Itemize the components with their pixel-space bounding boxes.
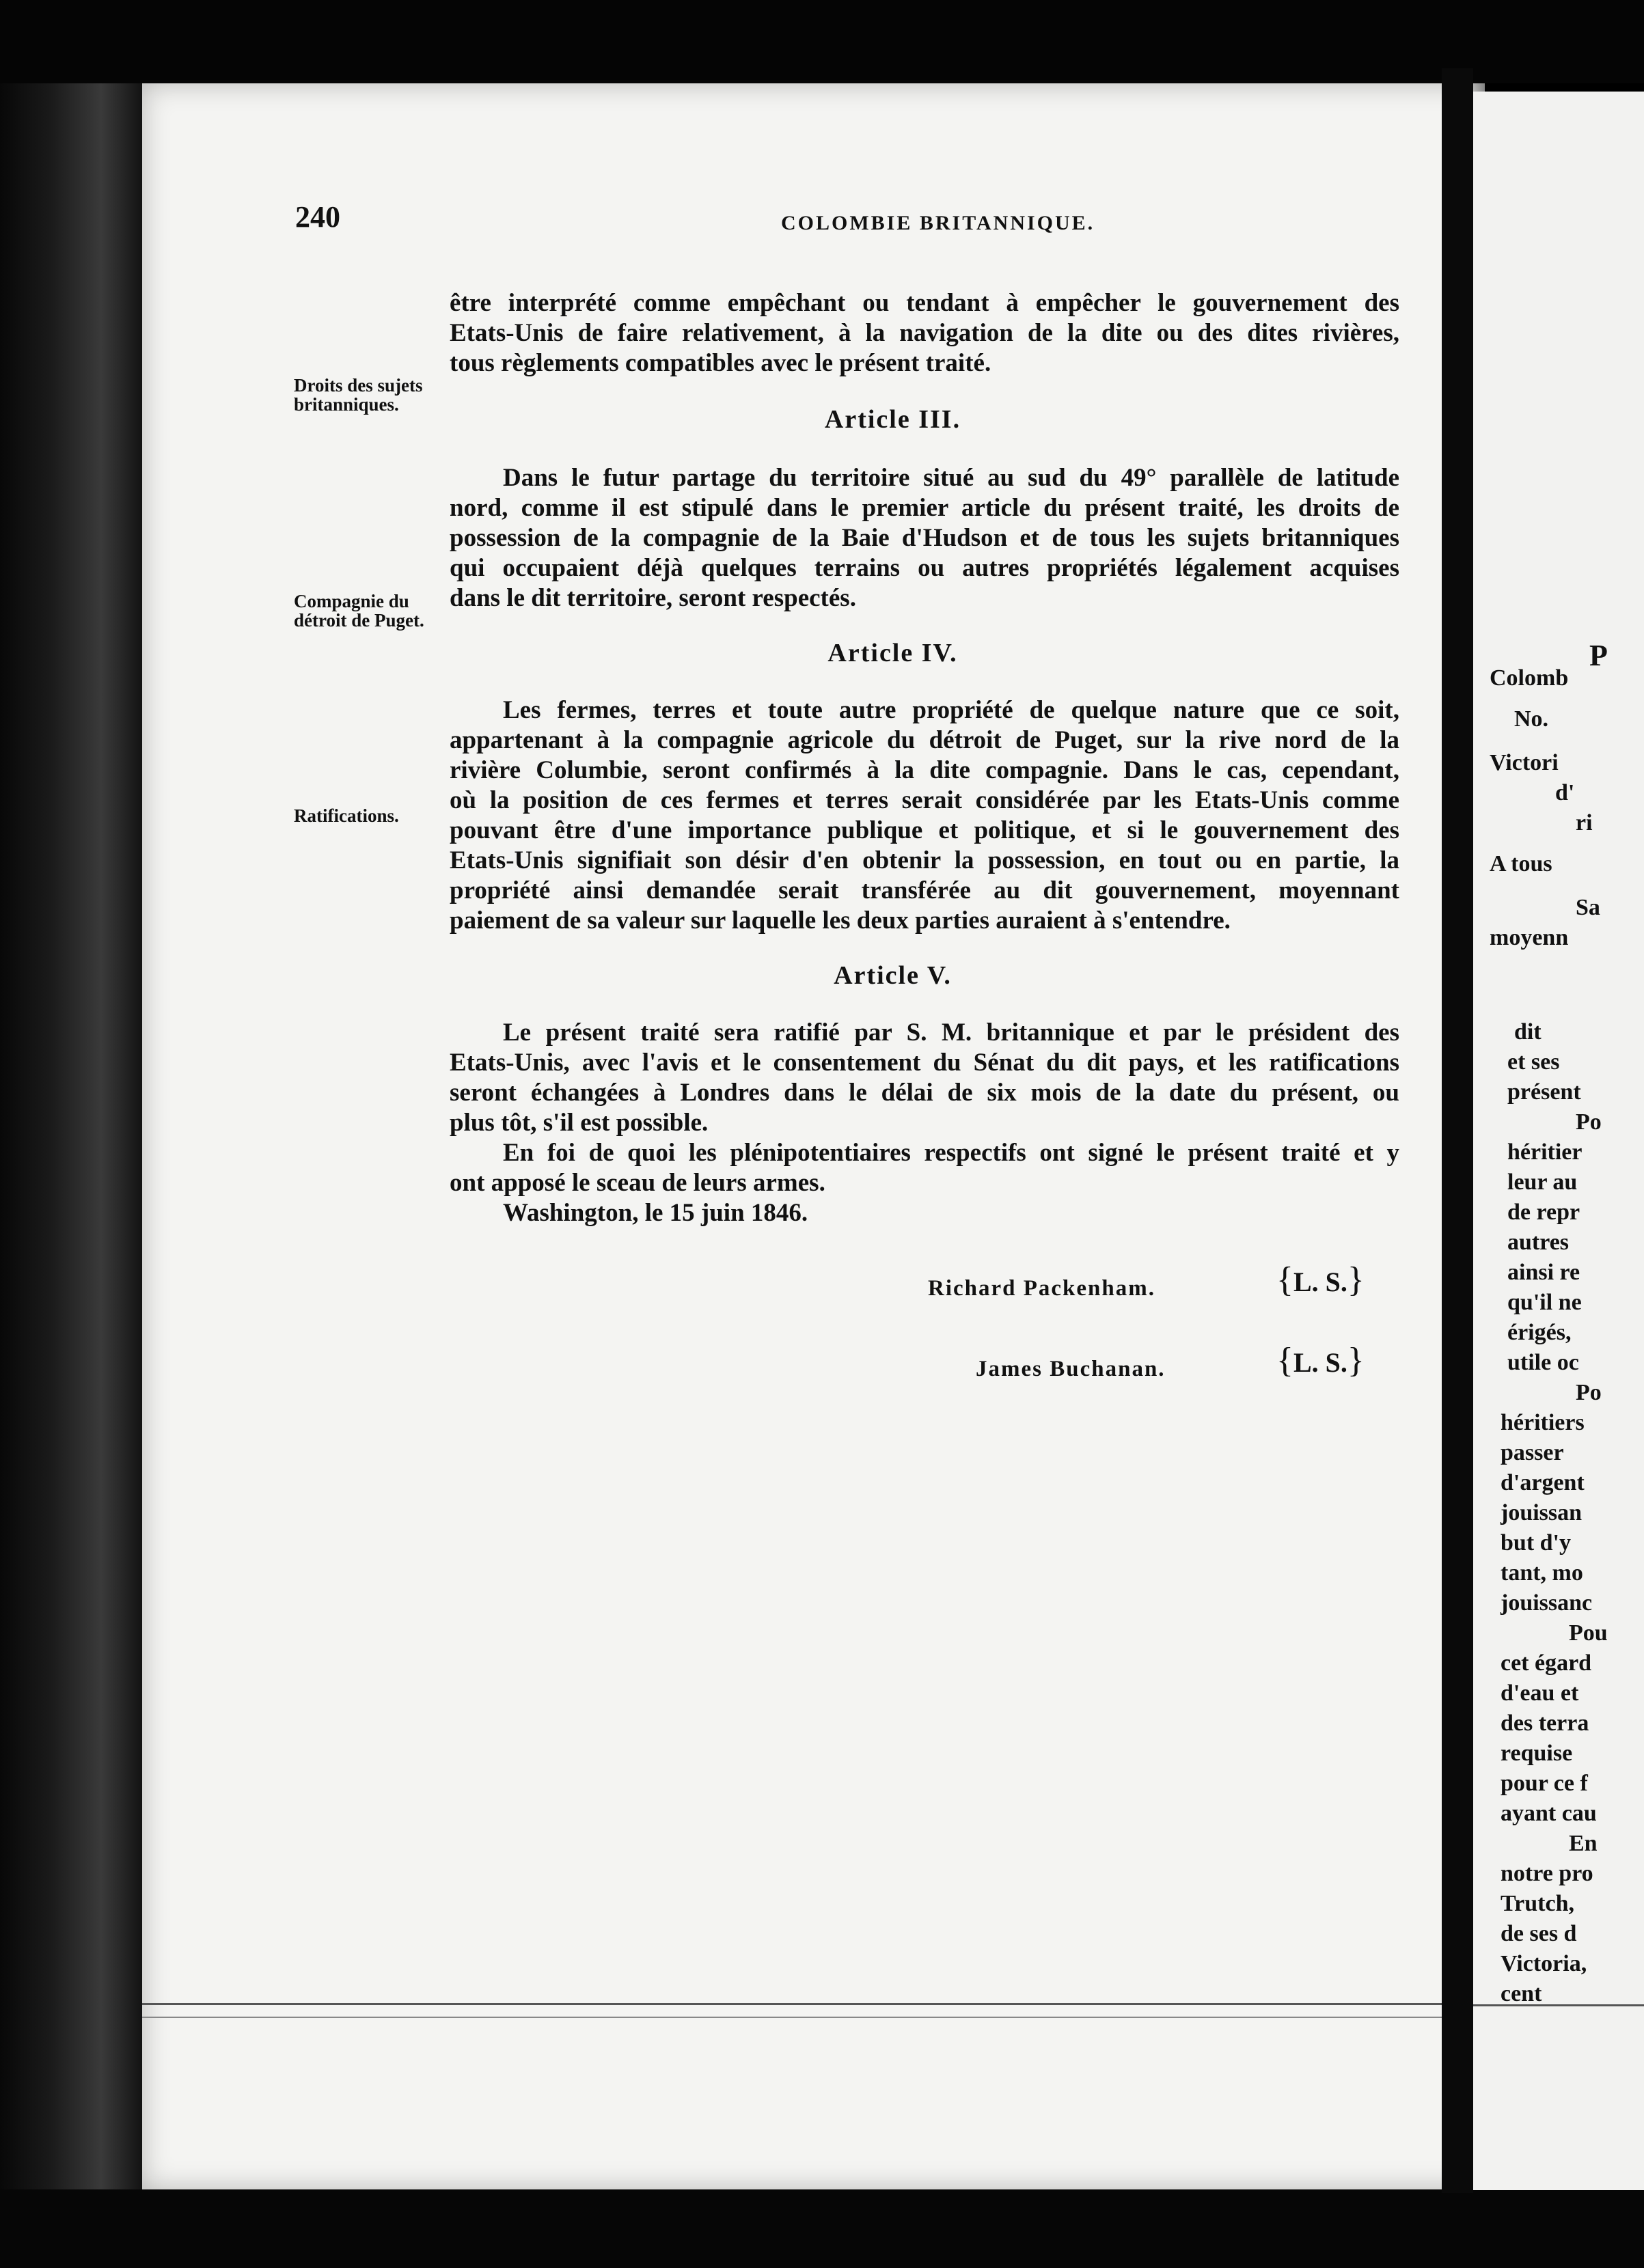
scan-bottom-edge xyxy=(0,2189,1644,2268)
page-bottom-rule-2 xyxy=(142,2017,1468,2018)
article-5-heading: Article V. xyxy=(834,961,952,990)
article-3-line: qui occupaient déjà quelques terrains ou autres propriétés légalement acquises xyxy=(450,554,1399,582)
facing-page-fragment: pour ce f xyxy=(1501,1771,1588,1796)
facing-page-fragment: Colomb xyxy=(1490,665,1569,691)
article-4-line: Etats-Unis signifiait son désir d'en obtenir la possession, en tout ou en partie, la xyxy=(450,846,1399,874)
facing-page-fragment: A tous xyxy=(1490,851,1552,876)
page-bottom-rule xyxy=(142,2003,1468,2005)
article-4-line: pouvant être d'une importance publique et politique, et si le gouvernement des xyxy=(450,816,1399,844)
facing-page-fragment: jouissanc xyxy=(1501,1590,1593,1616)
brace-right-glyph: } xyxy=(1347,1341,1365,1380)
facing-page-fragment: Po xyxy=(1576,1380,1602,1405)
facing-page-fragment: cet égard xyxy=(1501,1650,1592,1676)
intro-line: Etats-Unis de faire relativement, à la navigation de la dite ou des dites rivières, xyxy=(450,319,1399,347)
facing-page-fragment: utile oc xyxy=(1507,1350,1579,1375)
article-5-line: seront échangées à Londres dans le délai de six mois de la date du présent, ou xyxy=(450,1079,1399,1107)
facing-page-fragment: P xyxy=(1589,639,1608,672)
facing-page-fragment: En xyxy=(1569,1831,1598,1856)
article-3-line: nord, comme il est stipulé dans le premier article du présent traité, les droits de xyxy=(450,494,1399,522)
page-number: 240 xyxy=(295,200,340,234)
date-line: Washington, le 15 juin 1846. xyxy=(503,1199,808,1227)
scan-left-edge xyxy=(0,0,145,2268)
seal-label: L. S. xyxy=(1293,1267,1347,1297)
article-4-line: propriété ainsi demandée serait transférée au dit gouvernement, moyennant xyxy=(450,876,1399,904)
facing-page-fragment: moyenn xyxy=(1490,925,1569,950)
signatory-name: James Buchanan. xyxy=(976,1357,1166,1381)
brace-left-glyph: { xyxy=(1276,1341,1293,1380)
margin-note-puget: Compagnie du détroit de Puget. xyxy=(294,591,424,631)
intro-line: tous règlements compatibles avec le présent traité. xyxy=(450,349,991,377)
article-4-line: rivière Columbie, seront confirmés à la dite compagnie. Dans le cas, cependant, xyxy=(450,756,1399,784)
facing-page-fragment: héritiers xyxy=(1501,1410,1585,1435)
facing-page-fragment: de ses d xyxy=(1501,1921,1577,1946)
facing-page-fragment: Trutch, xyxy=(1501,1891,1574,1916)
facing-page-fragment: érigés, xyxy=(1507,1320,1572,1345)
facing-page-fragment: ainsi re xyxy=(1507,1260,1580,1285)
facing-page-fragment: Po xyxy=(1576,1109,1602,1135)
article-4-line: paiement de sa valeur sur laquelle les deux parties auraient à s'entendre. xyxy=(450,907,1231,935)
scan-top-edge xyxy=(0,0,1644,83)
facing-page-fragment: notre pro xyxy=(1501,1861,1593,1886)
facing-page-fragment: d'eau et xyxy=(1501,1681,1579,1706)
running-title: COLOMBIE BRITANNIQUE. xyxy=(781,212,1095,234)
document-page xyxy=(142,83,1485,2189)
brace-left-glyph: { xyxy=(1276,1260,1293,1299)
facing-page-fragment: ri xyxy=(1576,810,1593,835)
facing-page-fragment: passer xyxy=(1501,1440,1564,1465)
facing-page-fragment: Pou xyxy=(1569,1620,1608,1646)
article-5-line: Le présent traité sera ratifié par S. M. britannique et par le président des xyxy=(503,1019,1399,1047)
facing-page-fragment: jouissan xyxy=(1501,1500,1583,1525)
facing-page-fragment: tant, mo xyxy=(1501,1560,1583,1586)
facing-page-fragment: et ses xyxy=(1507,1049,1560,1075)
facing-page-fragment: dit xyxy=(1514,1019,1542,1045)
facing-page-bottom-rule xyxy=(1473,2004,1644,2006)
article-5-closing-line: ont apposé le sceau de leurs armes. xyxy=(450,1169,825,1197)
signatory-name: Richard Packenham. xyxy=(928,1276,1155,1301)
facing-page-fragment: Sa xyxy=(1576,895,1600,920)
article-5-line: Etats-Unis, avec l'avis et le consentement du Sénat du dit pays, et les ratifications xyxy=(450,1049,1399,1077)
brace-right-glyph: } xyxy=(1347,1260,1365,1299)
article-3-line: Dans le futur partage du territoire situé au sud du 49° parallèle de latitude xyxy=(503,464,1399,492)
facing-page-fragment: d' xyxy=(1555,780,1575,805)
seal-mark xyxy=(1276,1340,1365,1381)
margin-note-ratifications: Ratifications. xyxy=(294,805,399,826)
facing-page-fragment: qu'il ne xyxy=(1507,1290,1582,1315)
facing-page-fragment: des terra xyxy=(1501,1711,1589,1736)
article-5-closing-line: En foi de quoi les plénipotentiaires respectifs ont signé le présent traité et y xyxy=(503,1139,1399,1167)
article-4-line: Les fermes, terres et toute autre propriété de quelque nature que ce soit, xyxy=(503,696,1399,724)
facing-page-fragment: leur au xyxy=(1507,1170,1578,1195)
facing-page-fragment: cent xyxy=(1501,1981,1542,2006)
article-3-heading: Article III. xyxy=(824,405,961,434)
article-4-line: où la position de ces fermes et terres serait considérée par les Etats-Unis comme xyxy=(450,786,1399,814)
facing-page-fragment: requise xyxy=(1501,1741,1573,1766)
facing-page-fragment: autres xyxy=(1507,1230,1570,1255)
article-5-line: plus tôt, s'il est possible. xyxy=(450,1109,709,1137)
article-4-line: appartenant à la compagnie agricole du détroit de Puget, sur la rive nord de la xyxy=(450,726,1399,754)
facing-page-fragment: Victori xyxy=(1490,750,1559,775)
article-3-line: dans le dit territoire, seront respectés. xyxy=(450,584,856,612)
margin-note-droits: Droits des sujets britanniques. xyxy=(294,375,423,415)
facing-page-fragment: but d'y xyxy=(1501,1530,1571,1555)
seal-label: L. S. xyxy=(1293,1347,1347,1378)
facing-page-fragment: d'argent xyxy=(1501,1470,1585,1495)
facing-page-fragment: présent xyxy=(1507,1079,1581,1105)
seal-mark xyxy=(1276,1260,1365,1300)
article-4-heading: Article IV. xyxy=(827,639,958,667)
book-binding xyxy=(1442,68,1473,2193)
facing-page-fragment: ayant cau xyxy=(1501,1801,1597,1826)
facing-page-fragment: de repr xyxy=(1507,1200,1580,1225)
facing-page-fragment: héritier xyxy=(1507,1139,1583,1165)
article-3-line: possession de la compagnie de la Baie d'Hudson et de tous les sujets britanniques xyxy=(450,524,1399,552)
facing-page xyxy=(1473,92,1644,2190)
facing-page-fragment: No. xyxy=(1514,706,1549,732)
facing-page-fragment: Victoria, xyxy=(1501,1951,1587,1976)
intro-line: être interprété comme empêchant ou tendant à empêcher le gouvernement des xyxy=(450,289,1399,317)
